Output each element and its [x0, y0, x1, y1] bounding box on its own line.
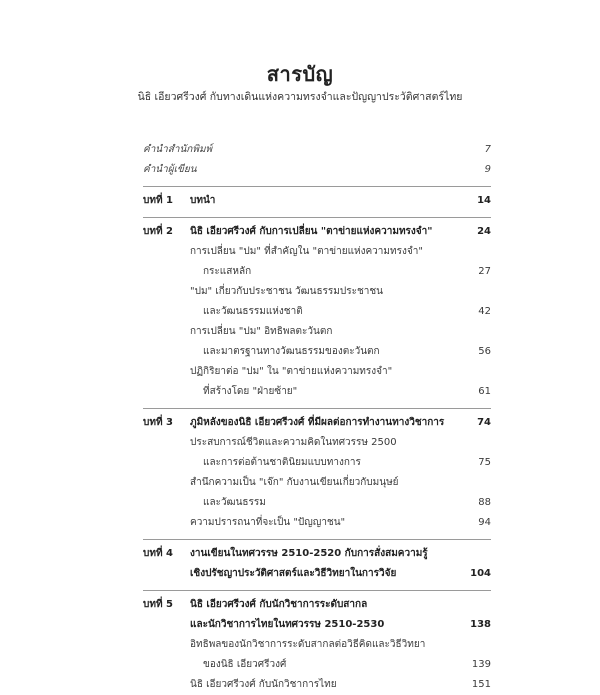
toc-page-number: 138 [470, 619, 491, 630]
toc-page-number: 7 [484, 144, 491, 155]
toc-page-number: 14 [477, 195, 491, 206]
toc-page-number: 151 [471, 679, 491, 690]
chapter-number: บทที่ 5 [143, 599, 173, 610]
section-title: นิธิ เอียวศรีวงศ์ กับนักวิชาการไทย [190, 679, 337, 690]
toc-section-row[interactable] [143, 655, 491, 675]
chapter-number: บทที่ 1 [143, 195, 173, 206]
page-title: สารบัญ [266, 62, 334, 86]
page-subtitle: นิธิ เอียวศรีวงศ์ กับทางเดินแห่งความทรงจำและปัญญาประวัติศาสตร์ไทย [137, 91, 463, 103]
toc-chapter-row[interactable] [143, 615, 491, 635]
toc-section-row[interactable] [143, 302, 491, 322]
toc-section-row[interactable] [143, 382, 491, 402]
section-title: กระแสหลัก [203, 266, 252, 277]
chapter-title: และนักวิชาการไทยในทศวรรษ 2510-2530 [190, 619, 385, 630]
chapter-number: บทที่ 2 [143, 226, 173, 237]
section-title: และการต่อต้านชาตินิยมแบบทางการ [203, 457, 361, 468]
toc-section-row[interactable] [143, 675, 491, 695]
toc-page-number: 24 [477, 226, 491, 237]
toc-entry-title: คำนำผู้เขียน [143, 164, 197, 175]
toc-chapter-row[interactable] [143, 191, 491, 211]
toc-section-row[interactable] [143, 322, 491, 342]
toc-section-row[interactable] [143, 242, 491, 262]
divider [143, 408, 491, 409]
section-title: ประสบการณ์ชีวิตและความคิดในทศวรรษ 2500 [190, 437, 397, 448]
toc-chapter-row[interactable] [143, 544, 491, 564]
toc-section-row[interactable] [143, 433, 491, 453]
chapter-title: นิธิ เอียวศรีวงศ์ กับนักวิชาการระดับสากล [190, 599, 368, 610]
toc-section-row[interactable] [143, 473, 491, 493]
section-title: สำนึกความเป็น "เจ๊ก" กับงานเขียนเกี่ยวกับมนุษย์ [190, 477, 399, 488]
toc-section-row[interactable] [143, 453, 491, 473]
toc-chapter-row[interactable] [143, 595, 491, 615]
toc-page-number: 94 [478, 517, 491, 528]
section-title: อิทธิพลของนักวิชาการระดับสากลต่อวิธีคิดและวิธีวิทยา [190, 639, 426, 650]
section-title: และวัฒนธรรม [203, 497, 266, 508]
toc-section-row[interactable] [143, 493, 491, 513]
chapter-number: บทที่ 3 [143, 417, 173, 428]
chapter-number: บทที่ 4 [143, 548, 173, 559]
toc-section-row[interactable] [143, 513, 491, 533]
chapter-title: บทนำ [190, 195, 216, 206]
divider [143, 217, 491, 218]
toc-section-row[interactable] [143, 262, 491, 282]
toc-page-number: 139 [471, 659, 491, 670]
toc-page-number: 104 [470, 568, 491, 579]
toc-page-number: 9 [484, 164, 491, 175]
section-title: และมาตรฐานทางวัฒนธรรมของตะวันตก [203, 346, 380, 357]
toc-page-number: 74 [477, 417, 491, 428]
toc-page-number: 27 [478, 266, 491, 277]
chapter-title: นิธิ เอียวศรีวงศ์ กับการเปลี่ยน "ตาข่ายแห่งความทรงจำ" [190, 226, 433, 237]
section-title: ปฏิกิริยาต่อ "ปม" ใน "ตาข่ายแห่งความทรงจำ" [190, 366, 393, 377]
toc-page-number: 61 [478, 386, 491, 397]
section-title: ของนิธิ เอียวศรีวงศ์ [203, 659, 287, 670]
table-of-contents [143, 140, 491, 695]
chapter-title: งานเขียนในทศวรรษ 2510-2520 กับการสั่งสมความรู้ [190, 548, 428, 559]
toc-chapter-row[interactable] [143, 564, 491, 584]
chapter-title: เชิงปรัชญาประวัติศาสตร์และวิธีวิทยาในการวิจัย [190, 568, 397, 579]
toc-chapter-row[interactable] [143, 413, 491, 433]
toc-section-row[interactable] [143, 342, 491, 362]
toc-intro-row[interactable] [143, 140, 491, 160]
toc-entry-title: คำนำสำนักพิมพ์ [143, 144, 213, 155]
toc-chapter-row[interactable] [143, 222, 491, 242]
section-title: ความปรารถนาที่จะเป็น "ปัญญาชน" [190, 517, 346, 528]
divider [143, 590, 491, 591]
toc-section-row[interactable] [143, 635, 491, 655]
section-title: และวัฒนธรรมแห่งชาติ [203, 306, 303, 317]
section-title: การเปลี่ยน "ปม" อิทธิพลตะวันตก [190, 326, 333, 337]
divider [143, 539, 491, 540]
toc-intro-row[interactable] [143, 160, 491, 180]
toc-page-number: 56 [478, 346, 491, 357]
toc-section-row[interactable] [143, 362, 491, 382]
divider [143, 186, 491, 187]
chapter-title: ภูมิหลังของนิธิ เอียวศรีวงศ์ ที่มีผลต่อการทำงานทางวิชาการ [190, 417, 445, 428]
section-title: "ปม" เกี่ยวกับประชาชน วัฒนธรรมประชาชน [190, 286, 383, 297]
section-title: การเปลี่ยน "ปม" ที่สำคัญใน "ตาข่ายแห่งความทรงจำ" [190, 246, 423, 257]
toc-page-number: 88 [478, 497, 491, 508]
toc-page-number: 75 [478, 457, 491, 468]
toc-section-row[interactable] [143, 282, 491, 302]
section-title: ที่สร้างโดย "ฝ่ายซ้าย" [203, 386, 298, 397]
toc-page-number: 42 [478, 306, 491, 317]
